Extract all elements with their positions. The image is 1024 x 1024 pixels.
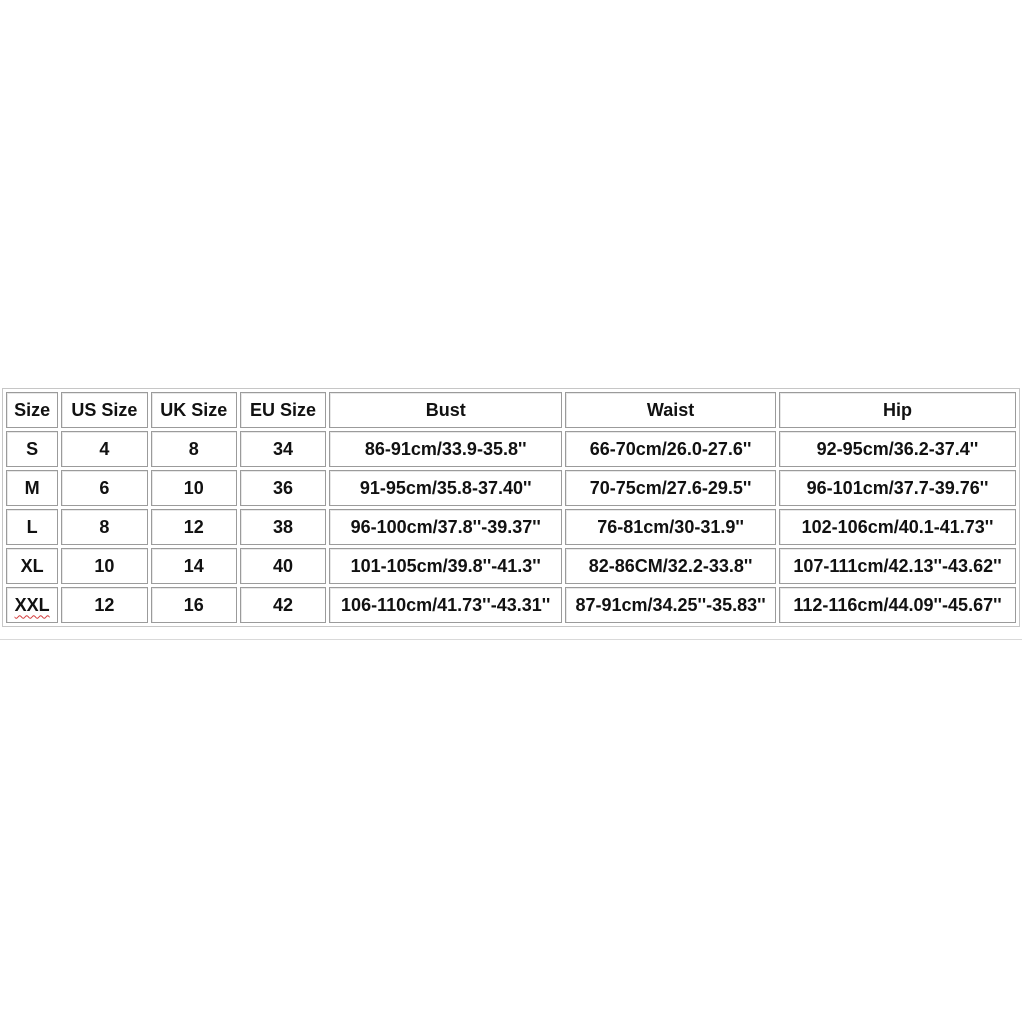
header-waist: Waist [565, 392, 776, 428]
header-row [6, 392, 1016, 428]
cell-size-text: XXL [14, 594, 50, 615]
header-us-size: US Size [61, 392, 147, 428]
cell-uk-size: 14 [151, 548, 237, 584]
header-bust: Bust [329, 392, 562, 428]
cell-size: S [6, 431, 58, 467]
cell-eu-size: 36 [240, 470, 326, 506]
cell-size: L [6, 509, 58, 545]
cell-bust: 101-105cm/39.8''-41.3'' [329, 548, 562, 584]
cell-uk-size: 10 [151, 470, 237, 506]
cell-eu-size: 40 [240, 548, 326, 584]
table-row [6, 548, 1016, 584]
cell-hip: 102-106cm/40.1-41.73'' [779, 509, 1016, 545]
cell-waist: 76-81cm/30-31.9'' [565, 509, 776, 545]
header-size: Size [6, 392, 58, 428]
table-row [6, 587, 1016, 623]
cell-size: XL [6, 548, 58, 584]
cell-uk-size: 12 [151, 509, 237, 545]
cell-size [6, 587, 58, 623]
table-row [6, 431, 1016, 467]
cell-bust: 96-100cm/37.8''-39.37'' [329, 509, 562, 545]
cell-size: M [6, 470, 58, 506]
cell-uk-size: 8 [151, 431, 237, 467]
divider [0, 639, 1022, 640]
header-uk-size: UK Size [151, 392, 237, 428]
cell-bust: 91-95cm/35.8-37.40'' [329, 470, 562, 506]
cell-us-size: 6 [61, 470, 147, 506]
cell-hip: 107-111cm/42.13''-43.62'' [779, 548, 1016, 584]
cell-eu-size: 38 [240, 509, 326, 545]
cell-eu-size: 34 [240, 431, 326, 467]
cell-uk-size: 16 [151, 587, 237, 623]
cell-eu-size: 42 [240, 587, 326, 623]
cell-waist: 87-91cm/34.25''-35.83'' [565, 587, 776, 623]
cell-us-size: 12 [61, 587, 147, 623]
cell-us-size: 8 [61, 509, 147, 545]
cell-bust: 106-110cm/41.73''-43.31'' [329, 587, 562, 623]
cell-bust: 86-91cm/33.9-35.8'' [329, 431, 562, 467]
cell-us-size: 4 [61, 431, 147, 467]
cell-waist: 66-70cm/26.0-27.6'' [565, 431, 776, 467]
header-hip: Hip [779, 392, 1016, 428]
cell-waist: 70-75cm/27.6-29.5'' [565, 470, 776, 506]
table-row [6, 509, 1016, 545]
size-chart-table [2, 388, 1020, 627]
header-eu-size: EU Size [240, 392, 326, 428]
cell-hip: 92-95cm/36.2-37.4'' [779, 431, 1016, 467]
table-row [6, 470, 1016, 506]
cell-waist: 82-86CM/32.2-33.8'' [565, 548, 776, 584]
cell-hip: 112-116cm/44.09''-45.67'' [779, 587, 1016, 623]
cell-us-size: 10 [61, 548, 147, 584]
cell-hip: 96-101cm/37.7-39.76'' [779, 470, 1016, 506]
